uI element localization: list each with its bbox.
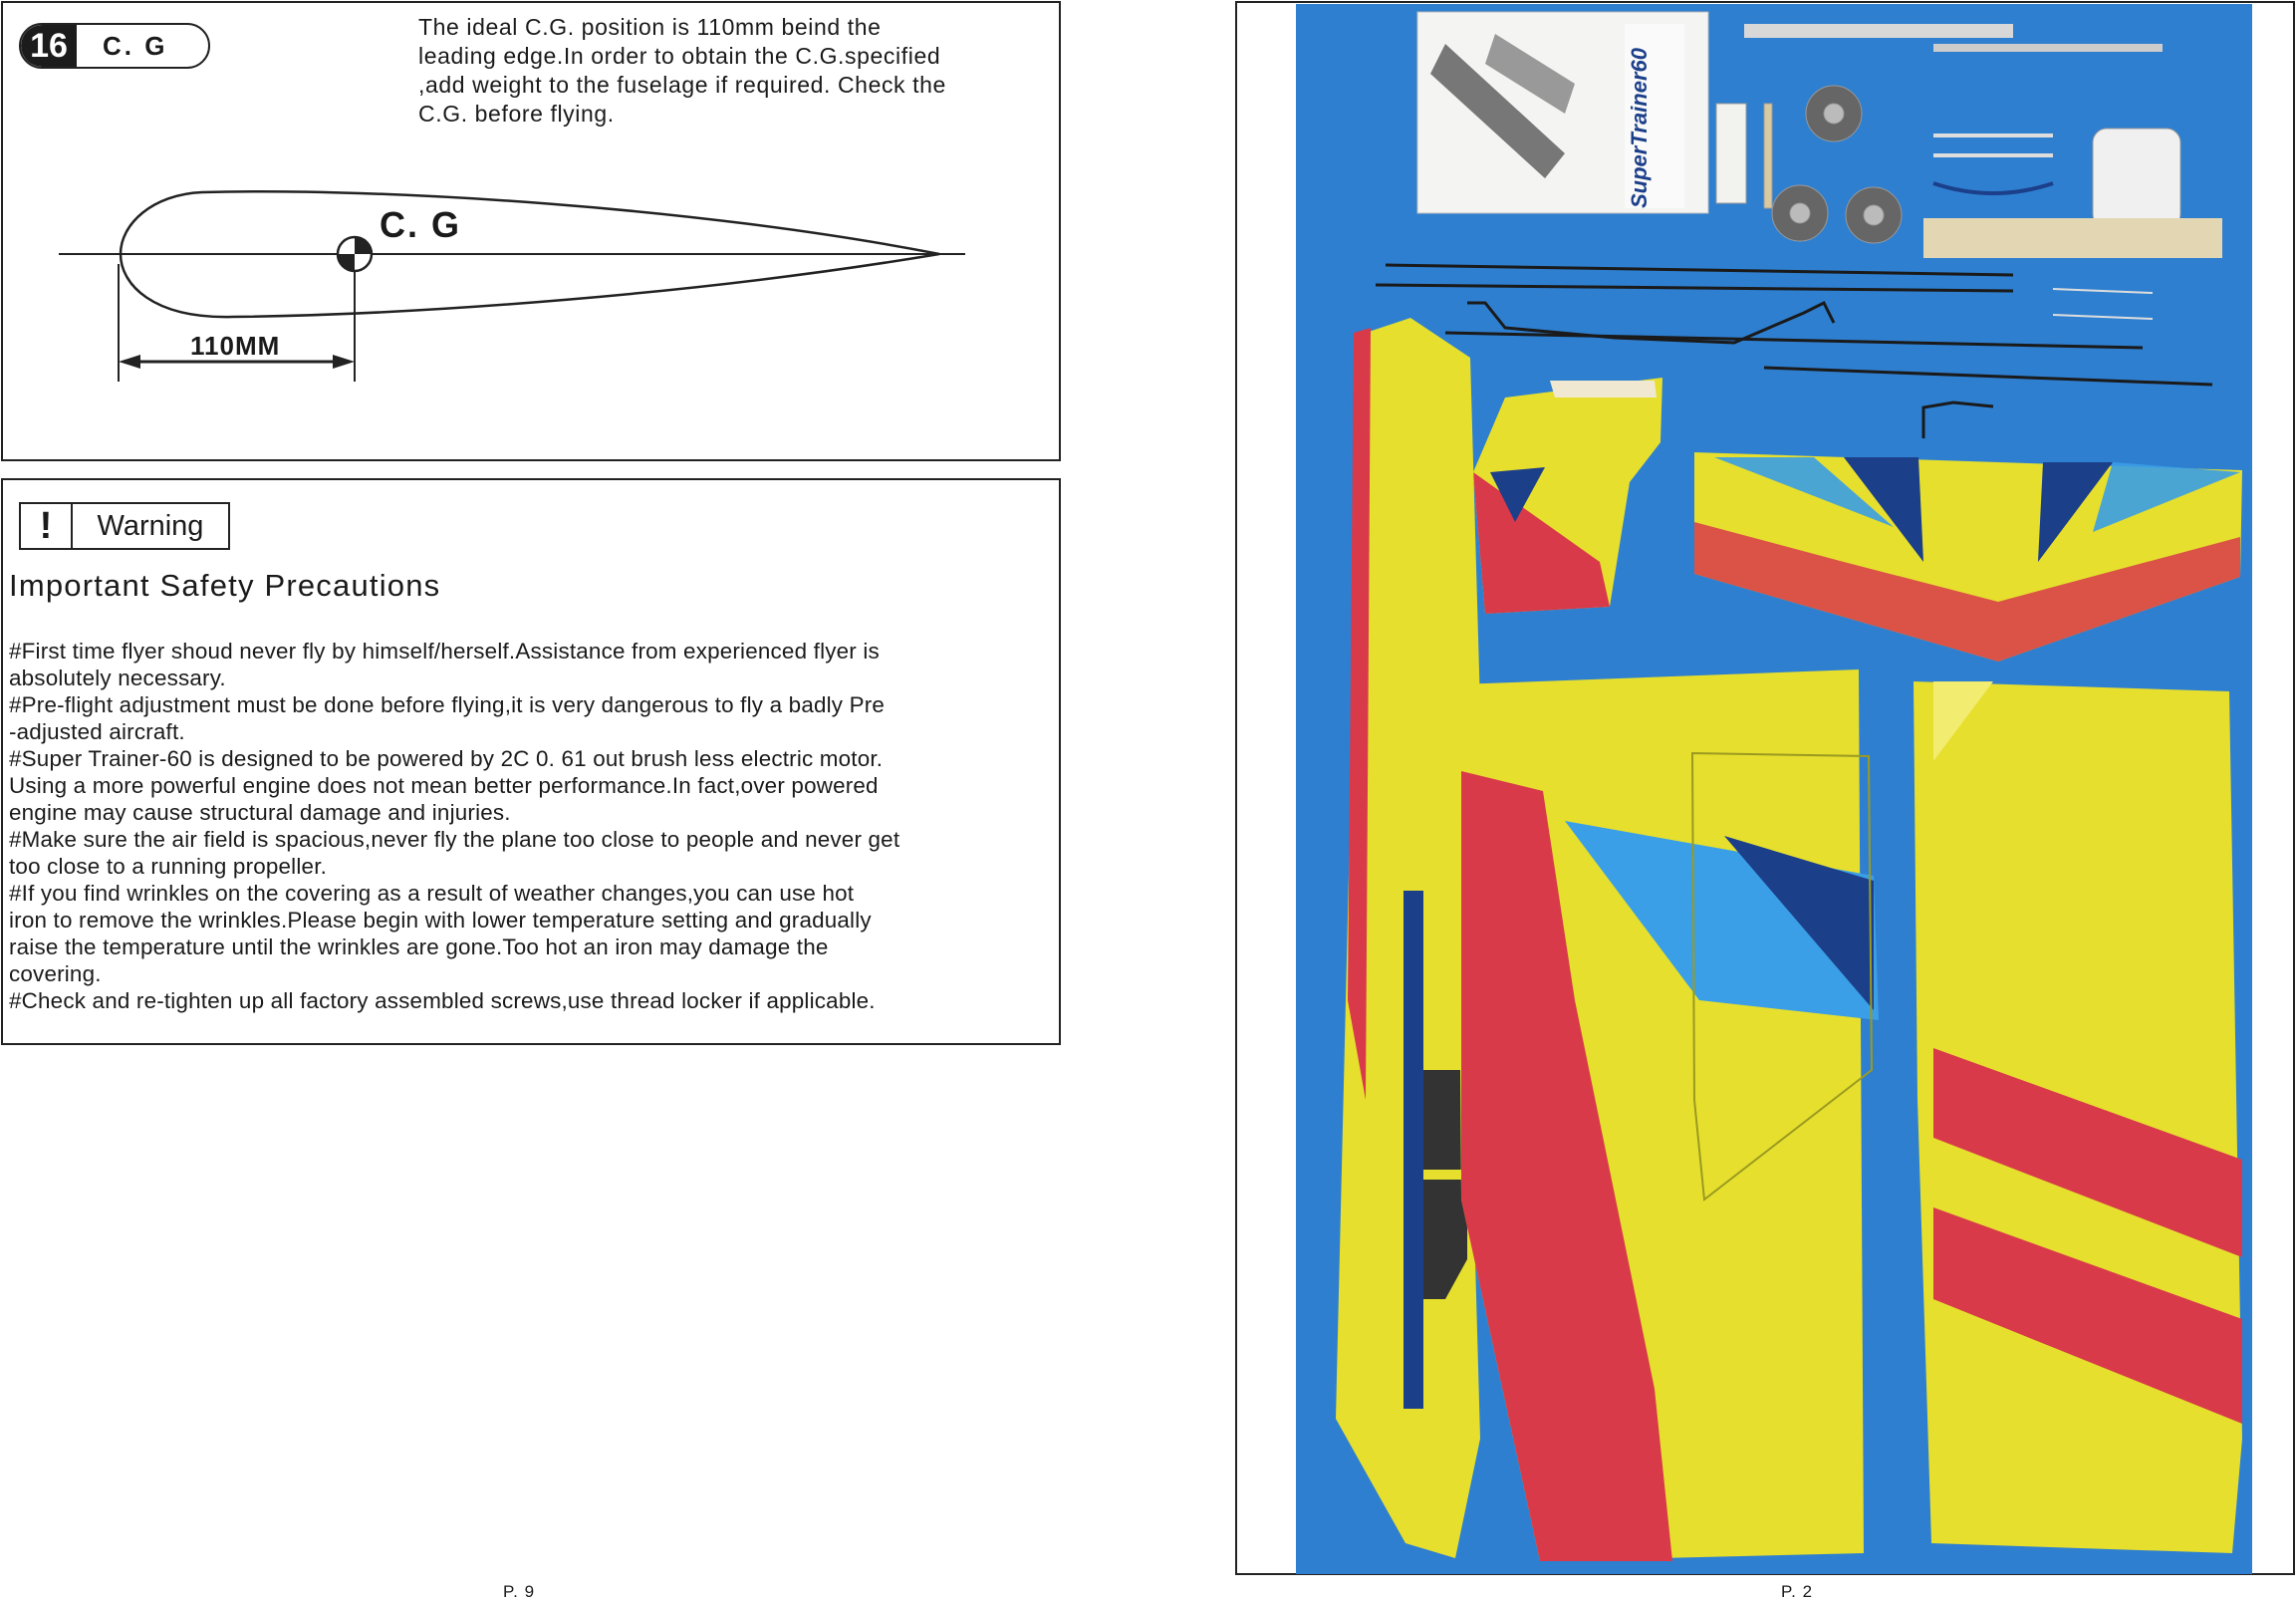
page-number-right: P. 2: [1781, 1582, 1814, 1601]
safety-precautions-list: [9, 638, 1063, 1014]
left-wing-panel: [1457, 669, 1879, 1561]
warning-section: [1, 478, 1061, 1045]
diagram-cg-label: C. G: [380, 204, 462, 245]
step-number: 16: [21, 25, 77, 67]
precaution-line: engine may cause structural damage and injuries.: [9, 800, 511, 825]
step-title: C. G: [103, 30, 168, 61]
precaution-line: absolutely necessary.: [9, 666, 226, 690]
instruction-manual: [1417, 12, 1708, 213]
precaution-line: Using a more powerful engine does not mean better performance.In fact,over powered: [9, 773, 879, 798]
right-wing-panel: [1913, 681, 2242, 1553]
precaution-line: #Check and re-tighten up all factory assembled screws,use thread locker if applicable.: [9, 988, 876, 1013]
manual-cover-title: SuperTrainer60: [1627, 47, 1652, 208]
page-number-left: P. 9: [503, 1582, 536, 1601]
precaution-line: too close to a running propeller.: [9, 854, 328, 879]
exclamation-icon: !: [21, 504, 73, 548]
safety-heading: Important Safety Precautions: [9, 568, 441, 603]
cg-airfoil-diagram: [3, 3, 1059, 459]
dimension-arrow-right: [333, 355, 355, 369]
precaution-line: #Make sure the air field is spacious,never fly the plane too close to people and never get: [9, 827, 900, 852]
kit-contents-photo: [1296, 4, 2252, 1574]
dimension-arrow-left: [119, 355, 140, 369]
precaution-line: iron to remove the wrinkles.Please begin with lower temperature setting and gradually: [9, 908, 872, 933]
balsa-sheet: [1923, 218, 2222, 258]
warning-badge: [19, 502, 230, 550]
kit-contents-photo-panel: [1235, 1, 2295, 1575]
cg-instruction-line: ,add weight to the fuselage if required. Check the: [418, 72, 946, 98]
precaution-line: -adjusted aircraft.: [9, 719, 185, 744]
precaution-line: #First time flyer shoud never fly by himself/herself.Assistance from experienced flyer is: [9, 639, 880, 664]
precaution-line: #Pre-flight adjustment must be done before flying,it is very dangerous to fly a badly Pre: [9, 692, 886, 717]
warning-label: Warning: [97, 509, 204, 542]
precaution-line: #If you find wrinkles on the covering as a result of weather changes,you can use hot: [9, 881, 855, 906]
cg-section: [1, 1, 1061, 461]
cg-marker-icon: [338, 237, 372, 271]
diagram-dimension-label: 110MM: [190, 331, 281, 361]
precaution-line: raise the temperature until the wrinkles are gone.Too hot an iron may damage the: [9, 934, 829, 959]
cg-instruction-line: The ideal C.G. position is 110mm beind the: [418, 14, 882, 40]
precaution-line: covering.: [9, 961, 102, 986]
precaution-line: #Super Trainer-60 is designed to be powered by 2C 0. 61 out brush less electric motor.: [9, 746, 884, 771]
cg-instruction-line: leading edge.In order to obtain the C.G.specified: [418, 43, 941, 69]
cg-instruction-line: C.G. before flying.: [418, 101, 615, 127]
